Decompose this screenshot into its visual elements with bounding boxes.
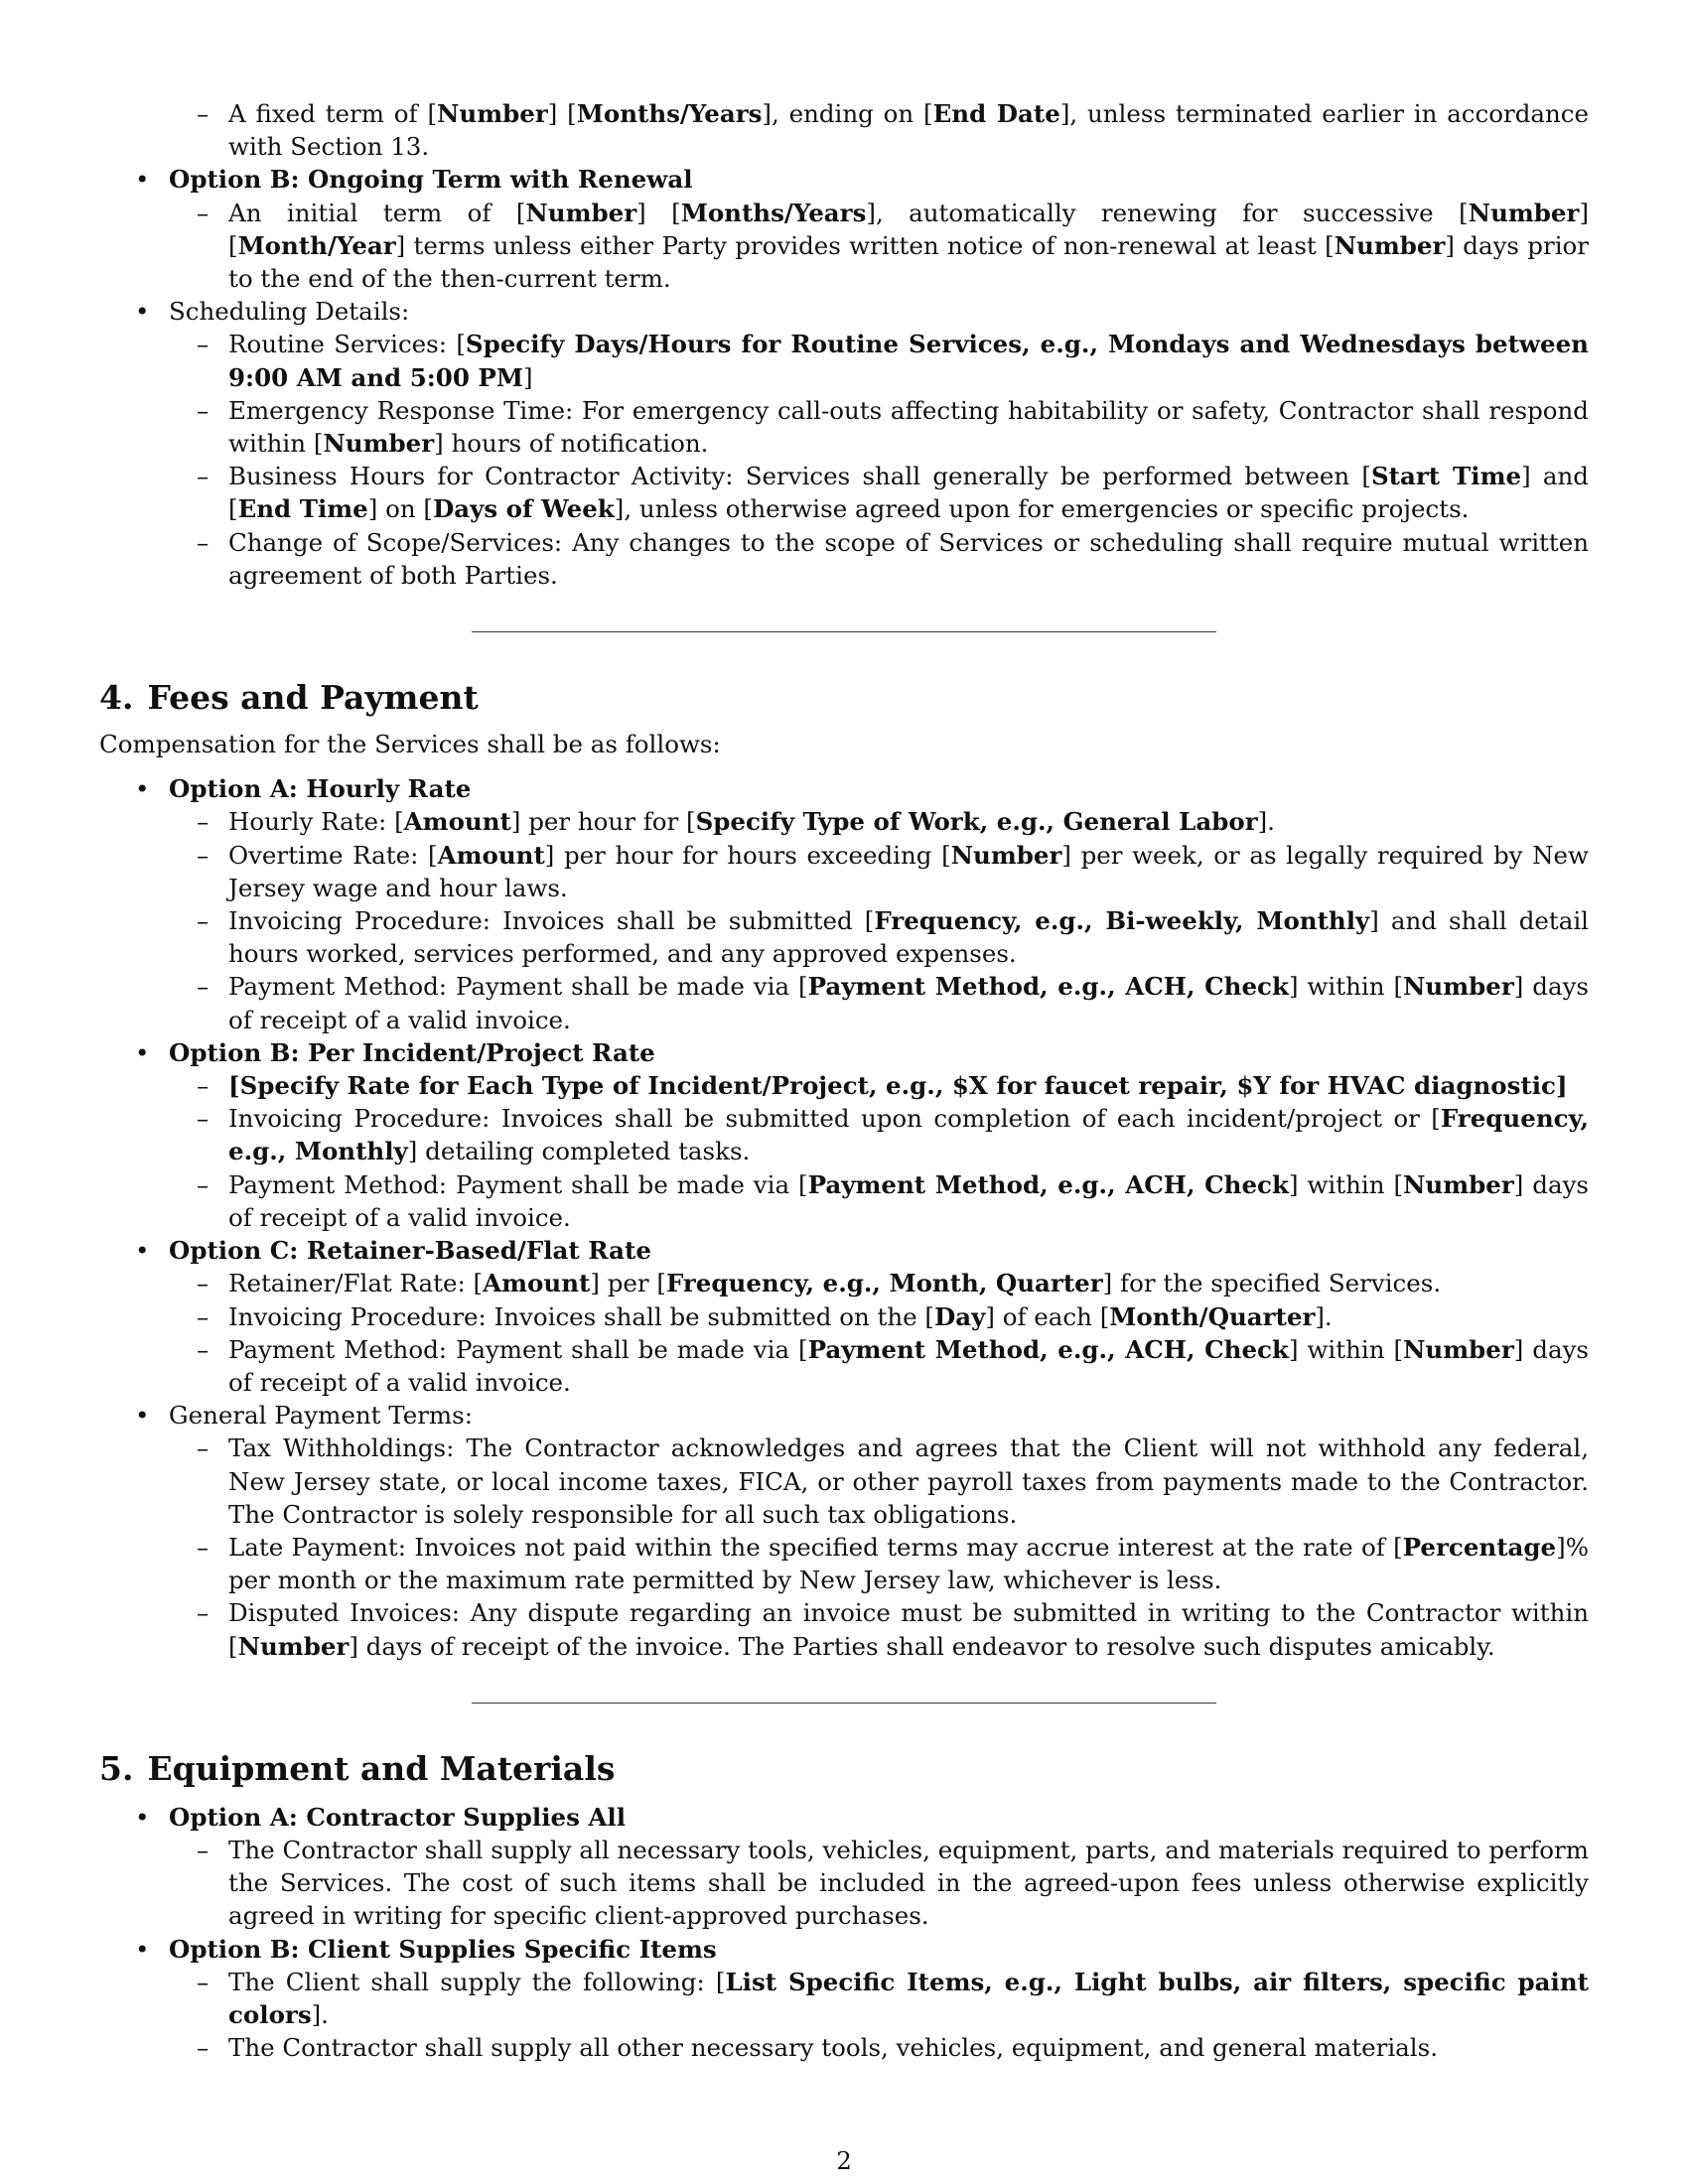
renewal-list — [99, 197, 1589, 296]
option-c-retainer: • Option C: Retainer-Based/Flat Rate — [99, 1234, 1589, 1267]
general-payment-terms — [99, 1399, 1589, 1432]
general-payment-label: • General Payment Terms: — [99, 1399, 1589, 1432]
rate-b-item: – [Specify Rate for Each Type of Incident/Project, e.g., $X for faucet repair, $Y for HVAC diagnostic] — [99, 1069, 1589, 1102]
payment-a-item: – Payment Method: Payment shall be made via [Payment Method, e.g., ACH, Check] within [Number] days of receipt of a valid invoice. — [99, 970, 1589, 1035]
fees-option-c — [99, 1234, 1589, 1267]
section-5-heading: 5. Equipment and Materials — [99, 1748, 616, 1788]
option-a-contractor-supplies: • Option A: Contractor Supplies All — [99, 1801, 1589, 1834]
contractor-supplies-item: – The Contractor shall supply all necessary tools, vehicles, equipment, parts, and materials required to perform the Services. The cost of such items shall be included in the agreed-upon fees unless otherwise explicitly agreed in writing for specific client-approved purchases. — [99, 1834, 1589, 1933]
fees-option-a — [99, 772, 1589, 805]
fixed-term-list — [99, 97, 1589, 163]
equipment-option-a-list — [99, 1834, 1589, 1933]
scheduling-sub-list — [99, 328, 1589, 592]
payment-c-item: – Payment Method: Payment shall be made via [Payment Method, e.g., ACH, Check] within [Number] days of receipt of a valid invoice. — [99, 1333, 1589, 1399]
renewal-item: – An initial term of [Number] [Months/Years], automatically renewing for successive [Number] [Month/Year] terms unless either Party provides written notice of non-renewal at least [Number] days prior to the end of the then-current term. — [99, 197, 1589, 296]
emergency-response-item: – Emergency Response Time: For emergency call-outs affecting habitability or safety, Contractor shall respond within [Number] hours of notification. — [99, 394, 1589, 460]
option-b-per-incident: • Option B: Per Incident/Project Rate — [99, 1036, 1589, 1069]
section-4-intro: Compensation for the Services shall be as follows: — [99, 730, 721, 759]
disputed-invoices-item: – Disputed Invoices: Any dispute regarding an invoice must be submitted in writing to the Contractor within [Number] days of receipt of the invoice. The Parties shall endeavor to resolve such disputes amicably. — [99, 1596, 1589, 1662]
fees-option-a-list — [99, 805, 1589, 1035]
section-4-heading: 4. Fees and Payment — [99, 678, 479, 718]
section-divider — [472, 631, 1216, 632]
option-b-ongoing-term — [99, 163, 1589, 196]
other-supplies-item: – The Contractor shall supply all other necessary tools, vehicles, equipment, and general materials. — [99, 2031, 1589, 2064]
fixed-term-item: – A fixed term of [Number] [Months/Years], ending on [End Date], unless terminated earlier in accordance with Section 13. — [99, 97, 1589, 163]
general-payment-list — [99, 1432, 1589, 1662]
payment-b-item: – Payment Method: Payment shall be made via [Payment Method, e.g., ACH, Check] within [Number] days of receipt of a valid invoice. — [99, 1168, 1589, 1234]
business-hours-item: – Business Hours for Contractor Activity: Services shall generally be performed between [Start Time] and [End Time] on [Days of Week], unless otherwise agreed upon for emergencies or specific projects. — [99, 460, 1589, 525]
client-supplies-item: – The Client shall supply the following: [List Specific Items, e.g., Light bulbs, air filters, specific paint colors]. — [99, 1966, 1589, 2031]
routine-services-item: – Routine Services: [Specify Days/Hours for Routine Services, e.g., Mondays and Wednesdays between 9:00 AM and 5:00 PM] — [99, 328, 1589, 393]
option-b-title: Option B: Ongoing Term with Renewal — [169, 165, 693, 195]
tax-withholdings-item: – Tax Withholdings: The Contractor acknowledges and agrees that the Client will not withhold any federal, New Jersey state, or local income taxes, FICA, or other payroll taxes from payments made to the Contractor. The Contractor is solely responsible for all such tax obligations. — [99, 1432, 1589, 1531]
option-a-hourly: • Option A: Hourly Rate — [99, 772, 1589, 805]
scheduling-list — [99, 295, 1589, 328]
invoicing-b-item: – Invoicing Procedure: Invoices shall be submitted upon completion of each incident/project or [Frequency, e.g., Monthly] detailing completed tasks. — [99, 1102, 1589, 1167]
fees-option-b-list — [99, 1069, 1589, 1234]
page-number: 2 — [836, 2146, 852, 2175]
invoicing-c-item: – Invoicing Procedure: Invoices shall be submitted on the [Day] of each [Month/Quarter]. — [99, 1300, 1589, 1333]
equipment-option-a — [99, 1801, 1589, 1834]
overtime-rate-item: – Overtime Rate: [Amount] per hour for hours exceeding [Number] per week, or as legally required by New Jersey wage and hour laws. — [99, 839, 1589, 904]
fees-option-b — [99, 1036, 1589, 1069]
scheduling-details: • Scheduling Details: — [99, 295, 1589, 328]
fees-option-c-list — [99, 1267, 1589, 1399]
hourly-rate-item: – Hourly Rate: [Amount] per hour for [Specify Type of Work, e.g., General Labor]. — [99, 805, 1589, 838]
option-b-client-supplies: • Option B: Client Supplies Specific Items — [99, 1933, 1589, 1966]
equipment-option-b — [99, 1933, 1589, 1966]
change-scope-item: – Change of Scope/Services: Any changes to the scope of Services or scheduling shall require mutual written agreement of both Parties. — [99, 526, 1589, 592]
section-divider — [472, 1703, 1216, 1704]
equipment-option-b-list — [99, 1966, 1589, 2065]
invoicing-a-item: – Invoicing Procedure: Invoices shall be submitted [Frequency, e.g., Bi-weekly, Monthly] and shall detail hours worked, services performed, and any approved expenses. — [99, 904, 1589, 970]
retainer-item: – Retainer/Flat Rate: [Amount] per [Frequency, e.g., Month, Quarter] for the specified Services. — [99, 1267, 1589, 1299]
late-payment-item: – Late Payment: Invoices not paid within the specified terms may accrue interest at the rate of [Percentage]% per month or the maximum rate permitted by New Jersey law, whichever is less. — [99, 1531, 1589, 1596]
term-options-list — [99, 163, 1589, 196]
